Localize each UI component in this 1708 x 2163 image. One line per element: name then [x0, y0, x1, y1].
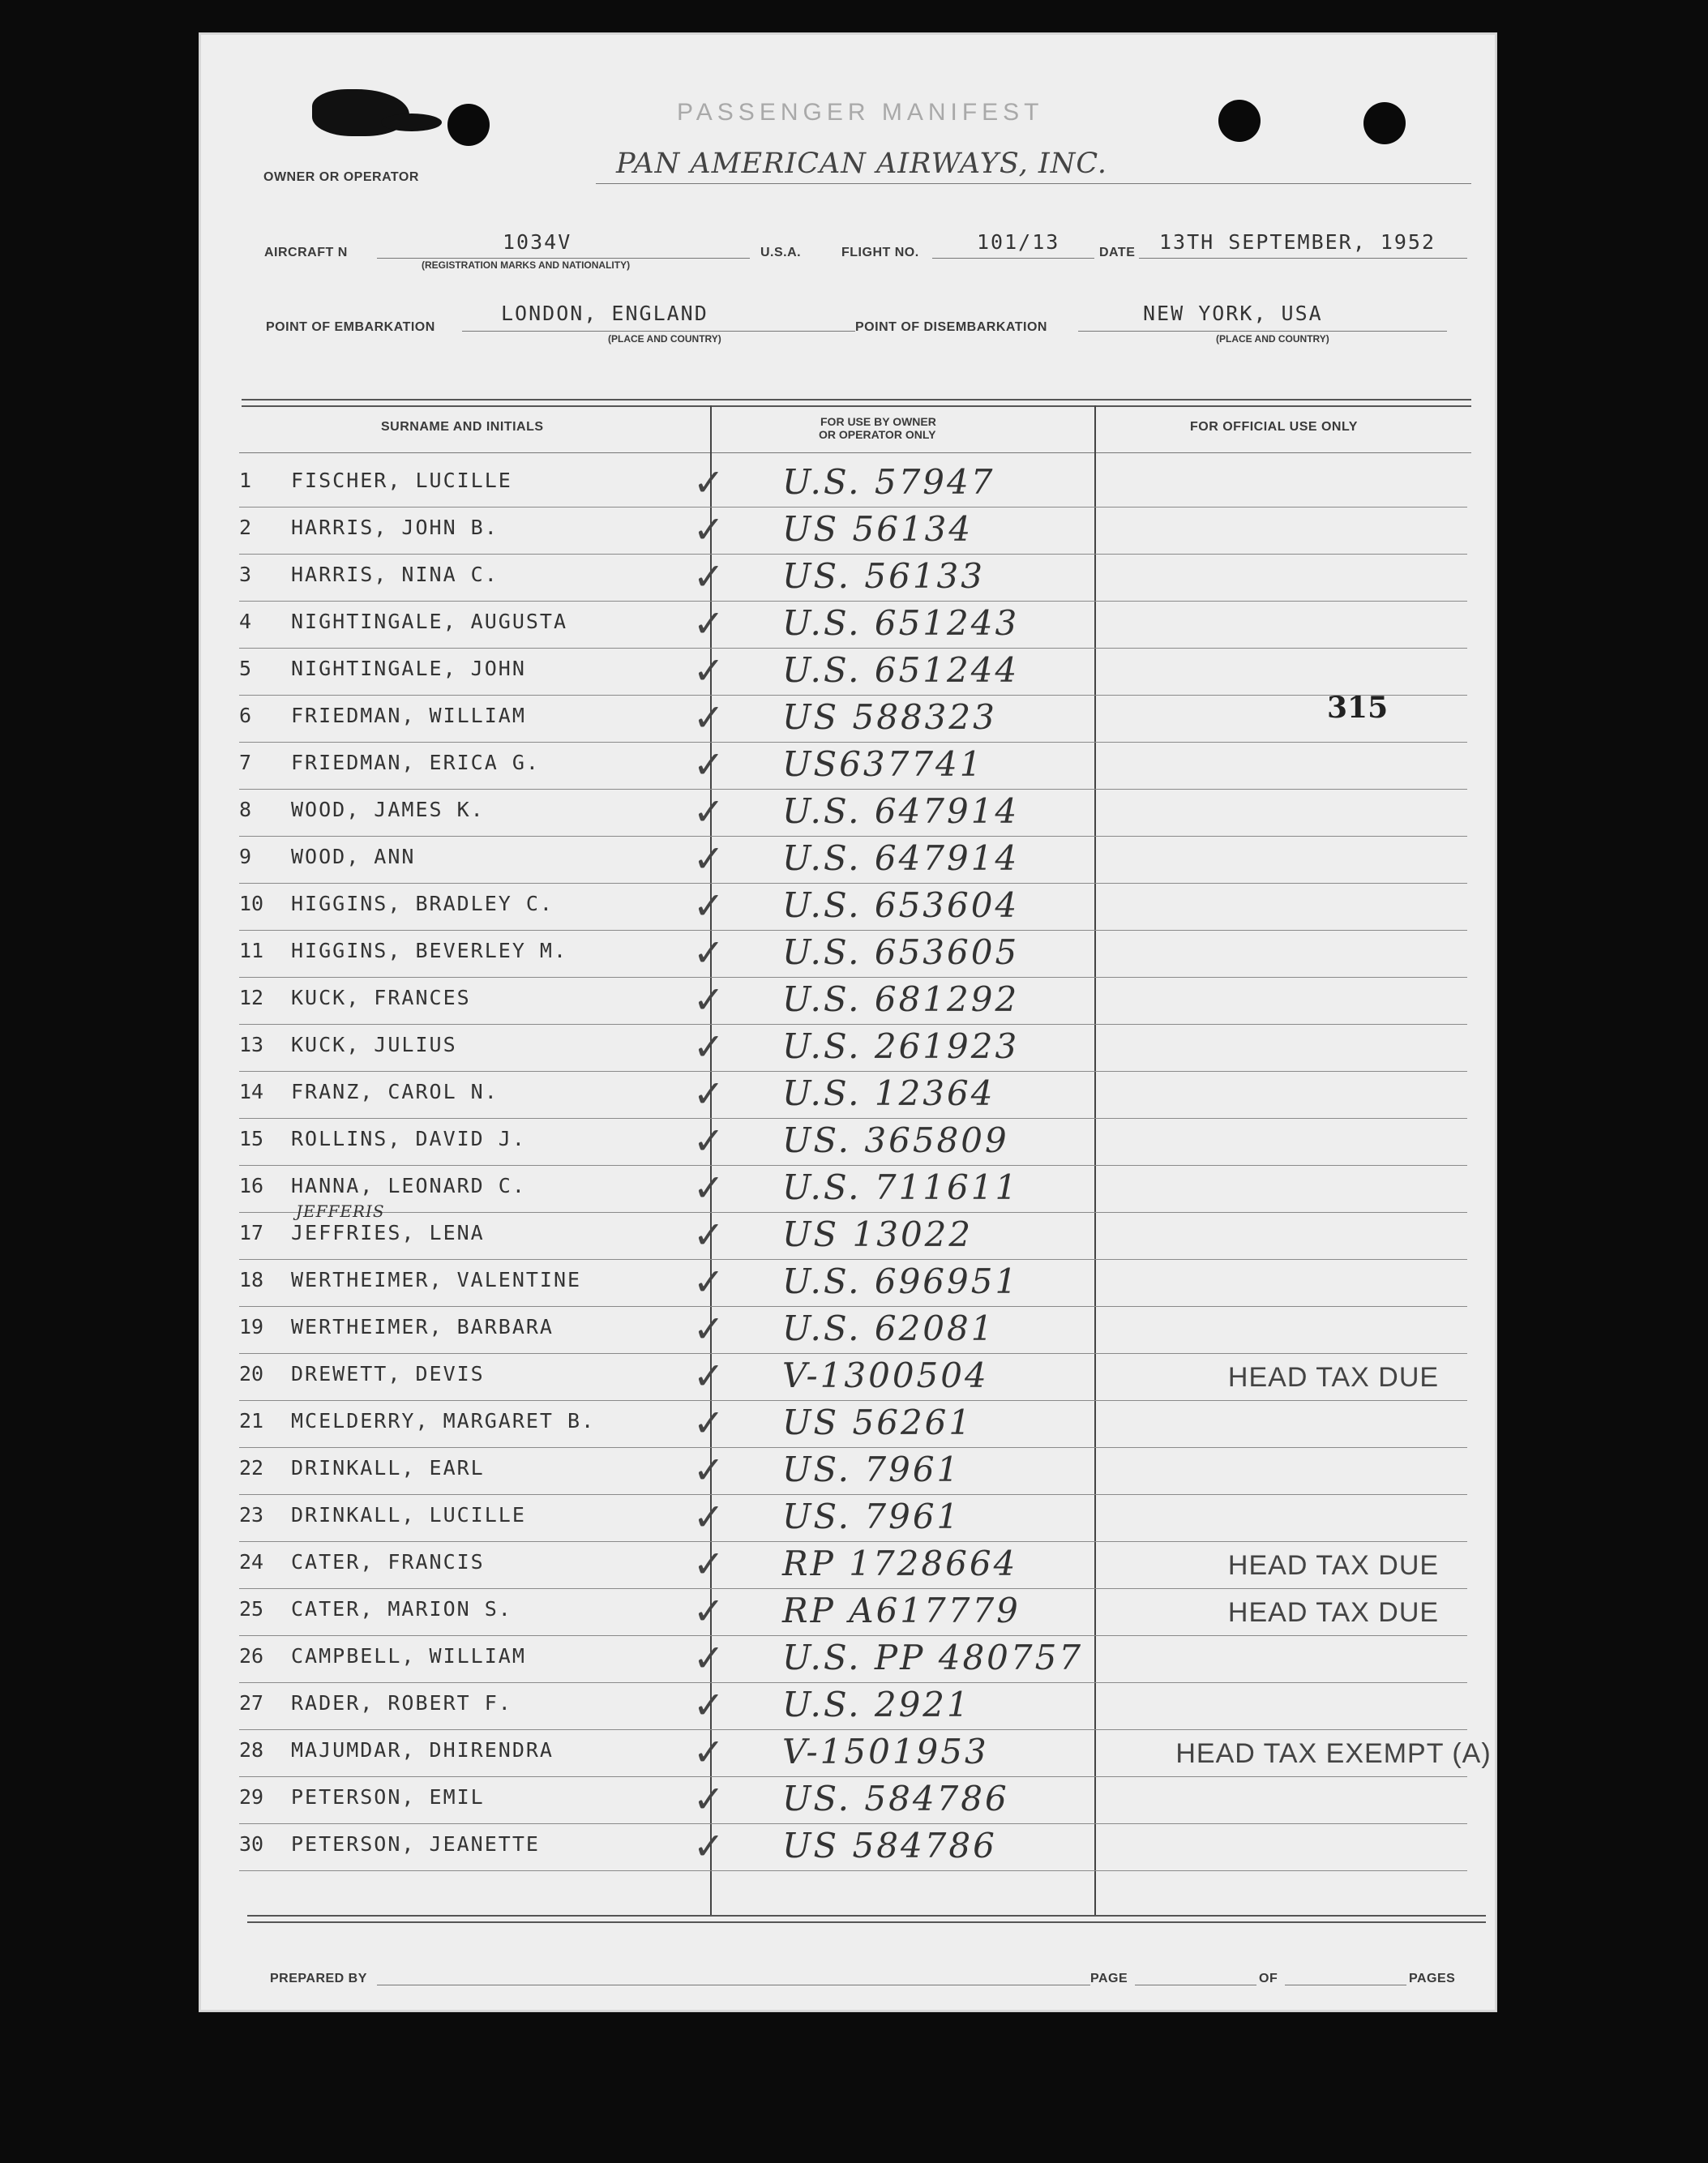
table-row: [239, 1495, 1467, 1542]
disembark-value: NEW YORK, USA: [1143, 302, 1323, 325]
passenger-name: KUCK, FRANCES: [291, 986, 471, 1009]
row-number: 1: [239, 469, 252, 492]
check-mark: ✓: [693, 1354, 725, 1398]
punch-hole-left: [447, 104, 490, 146]
official-note: HEAD TAX DUE: [1227, 1597, 1440, 1628]
table-row: [239, 1542, 1467, 1589]
row-number: 18: [239, 1268, 264, 1291]
column-header-name: SURNAME AND INITIALS: [381, 420, 544, 434]
passport-number: U.S. 12364: [782, 1073, 995, 1113]
row-number: 2: [239, 516, 252, 539]
passport-number: U.S. 57947: [782, 462, 995, 502]
passenger-name: FRANZ, CAROL N.: [291, 1080, 499, 1103]
prepared-label: PREPARED BY: [270, 1972, 367, 1985]
check-mark: ✓: [693, 508, 725, 551]
passport-number: U.S. 62081: [782, 1309, 995, 1348]
row-number: 25: [239, 1597, 264, 1621]
row-number: 30: [239, 1832, 264, 1856]
passport-number: US 13022: [782, 1214, 974, 1254]
passport-number: U.S. 711611: [782, 1167, 1020, 1207]
embark-sub: (PLACE AND COUNTRY): [608, 333, 721, 345]
row-number: 6: [239, 704, 252, 727]
table-row: [239, 555, 1467, 602]
column-header-bottom: [239, 452, 1471, 453]
check-mark: ✓: [693, 790, 725, 833]
passport-number: US. 365809: [782, 1120, 1009, 1160]
disembark-sub: (PLACE AND COUNTRY): [1216, 333, 1329, 345]
table-row: [239, 1777, 1467, 1824]
column-header-owner-2: OR OPERATOR ONLY: [819, 428, 936, 441]
passenger-name: DRINKALL, EARL: [291, 1456, 485, 1480]
table-row: [239, 602, 1467, 649]
row-number: 14: [239, 1080, 264, 1103]
row-number: 28: [239, 1738, 264, 1762]
table-row: [239, 508, 1467, 555]
passenger-name: HARRIS, NINA C.: [291, 563, 499, 586]
disembark-underline: [1078, 331, 1447, 332]
check-mark: ✓: [693, 1824, 725, 1868]
flight-label: FLIGHT NO.: [841, 246, 919, 259]
passenger-name: JEFFRIES, LENA: [291, 1221, 485, 1244]
passenger-name: CATER, FRANCIS: [291, 1550, 485, 1574]
table-bottom-rule-2: [247, 1921, 1486, 1923]
check-mark: ✓: [693, 555, 725, 598]
page-number: 315: [1327, 691, 1389, 725]
passport-number: V-1300504: [782, 1356, 989, 1395]
check-mark: ✓: [693, 1401, 725, 1445]
row-number: 8: [239, 798, 252, 821]
passport-number: US637741: [782, 744, 984, 784]
passenger-name: MCELDERRY, MARGARET B.: [291, 1409, 596, 1433]
check-mark: ✓: [693, 1683, 725, 1727]
embark-underline: [462, 331, 855, 332]
passenger-name: FRIEDMAN, WILLIAM: [291, 704, 526, 727]
check-mark: ✓: [693, 1448, 725, 1492]
passport-number: U.S. 651243: [782, 603, 1020, 643]
table-row: [239, 1201, 1467, 1260]
passenger-name: HIGGINS, BEVERLEY M.: [291, 939, 568, 962]
aircraft-sub: (REGISTRATION MARKS AND NATIONALITY): [422, 259, 631, 271]
table-row: [239, 1401, 1467, 1448]
passport-number: RP A617779: [782, 1591, 1021, 1630]
table-row: [239, 1589, 1467, 1636]
table-top-rule: [242, 399, 1471, 400]
row-number: 4: [239, 610, 252, 633]
passenger-name: PETERSON, EMIL: [291, 1785, 485, 1809]
check-mark: ✓: [693, 884, 725, 927]
check-mark: ✓: [693, 1166, 725, 1210]
punch-hole-right: [1363, 102, 1406, 144]
owner-underline: [596, 183, 1471, 184]
passenger-name: WOOD, JAMES K.: [291, 798, 485, 821]
row-number: 11: [239, 939, 264, 962]
passport-number: US. 7961: [782, 1497, 961, 1536]
table-row: [239, 837, 1467, 884]
row-number: 12: [239, 986, 264, 1009]
passenger-name: WERTHEIMER, VALENTINE: [291, 1268, 582, 1291]
manifest-stamp: PASSENGER MANIFEST: [677, 99, 1044, 126]
pages-label: PAGES: [1409, 1972, 1456, 1985]
passenger-name: DRINKALL, LUCILLE: [291, 1503, 526, 1527]
passport-number: US 584786: [782, 1826, 997, 1865]
table-row: [239, 1683, 1467, 1730]
passport-number: US 588323: [782, 697, 997, 737]
table-top-rule-2: [242, 405, 1471, 407]
owner-label: OWNER OR OPERATOR: [263, 170, 419, 184]
passenger-name: HIGGINS, BRADLEY C.: [291, 892, 554, 915]
row-number: 5: [239, 657, 252, 680]
table-row: [239, 931, 1467, 978]
check-mark: ✓: [693, 1119, 725, 1163]
passport-number: US. 7961: [782, 1450, 961, 1489]
passenger-name: CAMPBELL, WILLIAM: [291, 1644, 526, 1668]
flight-value: 101/13: [977, 230, 1060, 254]
table-row: [239, 1025, 1467, 1072]
passenger-name: HANNA, LEONARD C.: [291, 1174, 526, 1197]
table-row: [239, 1260, 1467, 1307]
passenger-name: MAJUMDAR, DHIRENDRA: [291, 1738, 554, 1762]
date-underline: [1139, 258, 1467, 259]
table-row: [239, 1119, 1467, 1166]
of-label: OF: [1259, 1972, 1278, 1985]
passport-number: U.S. 681292: [782, 979, 1020, 1019]
check-mark: ✓: [693, 1213, 725, 1257]
check-mark: ✓: [693, 1589, 725, 1633]
passport-number: U.S. PP 480757: [782, 1638, 1084, 1677]
table-bottom-rule: [247, 1915, 1486, 1917]
row-number: 16: [239, 1174, 264, 1197]
row-number: 22: [239, 1456, 264, 1480]
passport-number: U.S. 651244: [782, 650, 1020, 690]
embark-label: POINT OF EMBARKATION: [266, 320, 435, 334]
table-row: [239, 1448, 1467, 1495]
row-number: 13: [239, 1033, 264, 1056]
row-number: 17: [239, 1221, 264, 1244]
table-row: [239, 1354, 1467, 1401]
column-header-official: FOR OFFICIAL USE ONLY: [1190, 420, 1358, 434]
date-value: 13TH SEPTEMBER, 1952: [1159, 230, 1436, 254]
embark-value: LONDON, ENGLAND: [501, 302, 708, 325]
check-mark: ✓: [693, 460, 725, 504]
official-note: HEAD TAX DUE: [1227, 1362, 1440, 1393]
table-row: [239, 743, 1467, 790]
check-mark: ✓: [693, 1542, 725, 1586]
row-number: 20: [239, 1362, 264, 1386]
usa-label: U.S.A.: [760, 246, 802, 259]
row-number: 21: [239, 1409, 264, 1433]
check-mark: ✓: [693, 1072, 725, 1116]
passenger-name: ROLLINS, DAVID J.: [291, 1127, 526, 1150]
check-mark: ✓: [693, 1307, 725, 1351]
check-mark: ✓: [693, 931, 725, 974]
check-mark: ✓: [693, 1495, 725, 1539]
check-mark: ✓: [693, 1636, 725, 1680]
row-number: 27: [239, 1691, 264, 1715]
row-number: 9: [239, 845, 252, 868]
check-mark: ✓: [693, 1260, 725, 1304]
table-row: [239, 1072, 1467, 1119]
passport-number: US. 584786: [782, 1779, 1009, 1818]
passenger-name: WOOD, ANN: [291, 845, 416, 868]
aircraft-underline: [377, 258, 750, 259]
check-mark: ✓: [693, 1730, 725, 1774]
table-row: [239, 1166, 1467, 1213]
aircraft-label: AIRCRAFT N: [264, 246, 348, 259]
table-row: [239, 1730, 1492, 1777]
table-row: [239, 978, 1467, 1025]
row-number: 24: [239, 1550, 264, 1574]
check-mark: ✓: [693, 602, 725, 645]
check-mark: ✓: [693, 696, 725, 739]
table-row: [239, 649, 1467, 696]
passport-number: U.S. 696951: [782, 1261, 1020, 1301]
passenger-name: PETERSON, JEANETTE: [291, 1832, 540, 1856]
official-note: HEAD TAX EXEMPT (A): [1175, 1738, 1492, 1769]
table-row: [239, 1307, 1467, 1354]
table-row: [239, 1824, 1467, 1871]
table-row: [239, 696, 1467, 743]
passenger-name: CATER, MARION S.: [291, 1597, 512, 1621]
passport-number: US. 56133: [782, 556, 985, 596]
row-number: 15: [239, 1127, 264, 1150]
passenger-name: DREWETT, DEVIS: [291, 1362, 485, 1386]
check-mark: ✓: [693, 1025, 725, 1069]
table-row: [239, 1636, 1467, 1683]
passport-number: U.S. 261923: [782, 1026, 1020, 1066]
official-note: HEAD TAX DUE: [1227, 1550, 1440, 1581]
passport-number: U.S. 647914: [782, 791, 1020, 831]
check-mark: ✓: [693, 1777, 725, 1821]
row-number: 10: [239, 892, 264, 915]
row-number: 19: [239, 1315, 264, 1338]
passenger-name: NIGHTINGALE, JOHN: [291, 657, 526, 680]
passport-number: U.S. 647914: [782, 838, 1020, 878]
row-number: 26: [239, 1644, 264, 1668]
aircraft-value: 1034V: [503, 230, 572, 254]
row-number: 7: [239, 751, 252, 774]
check-mark: ✓: [693, 649, 725, 692]
passport-number: US 56134: [782, 509, 974, 549]
passenger-name: FRIEDMAN, ERICA G.: [291, 751, 540, 774]
check-mark: ✓: [693, 978, 725, 1022]
disembark-label: POINT OF DISEMBARKATION: [855, 320, 1047, 334]
passenger-name: HARRIS, JOHN B.: [291, 516, 499, 539]
passport-number: U.S. 653605: [782, 932, 1020, 972]
table-row: [239, 790, 1467, 837]
passenger-name: KUCK, JULIUS: [291, 1033, 457, 1056]
punch-hole-middle: [1218, 100, 1261, 142]
row-rule: [239, 1870, 1467, 1871]
page-label: PAGE: [1090, 1972, 1128, 1985]
ink-blot-tail: [381, 114, 442, 131]
passenger-name: RADER, ROBERT F.: [291, 1691, 512, 1715]
owner-value: PAN AMERICAN AIRWAYS, INC.: [616, 148, 1107, 180]
table-row: [239, 884, 1467, 931]
row-number: 3: [239, 563, 252, 586]
passport-number: U.S. 2921: [782, 1685, 971, 1724]
flight-underline: [932, 258, 1094, 259]
check-mark: ✓: [693, 743, 725, 786]
passenger-name: WERTHEIMER, BARBARA: [291, 1315, 554, 1338]
passenger-name: NIGHTINGALE, AUGUSTA: [291, 610, 568, 633]
passport-number: U.S. 653604: [782, 885, 1020, 925]
passenger-name: FISCHER, LUCILLE: [291, 469, 512, 492]
table-row: [239, 460, 1467, 508]
name-correction: JEFFERIS: [296, 1201, 385, 1221]
passport-number: RP 1728664: [782, 1544, 1018, 1583]
row-number: 23: [239, 1503, 264, 1527]
passport-number: US 56261: [782, 1403, 974, 1442]
row-number: 29: [239, 1785, 264, 1809]
date-label: DATE: [1099, 246, 1136, 259]
column-header-owner-1: FOR USE BY OWNER: [820, 415, 936, 428]
check-mark: ✓: [693, 837, 725, 880]
passport-number: V-1501953: [782, 1732, 989, 1771]
